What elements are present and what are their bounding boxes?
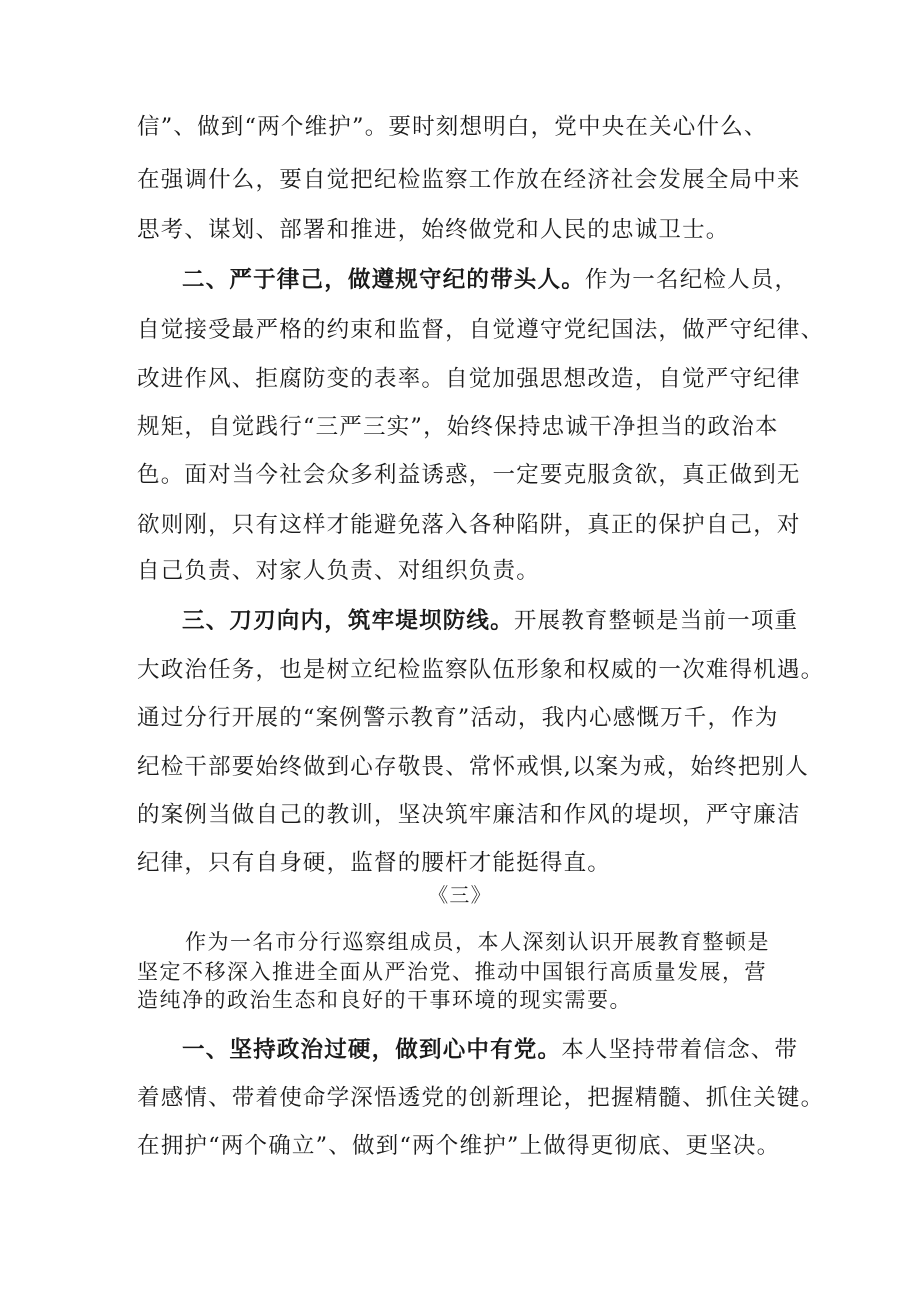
text-line: 思考、谋划、部署和推进，始终做党和人民的忠诚卫士。 xyxy=(137,217,730,243)
section-heading: 二、严于律己，做遵规守纪的带头人。 xyxy=(182,267,585,293)
section-first-line xyxy=(182,606,798,636)
text-line: 的案例当做自己的教训，坚决筑牢廉洁和作风的堤坝，严守廉洁 xyxy=(137,802,801,828)
part-heading: 《三》 xyxy=(428,883,492,907)
text-line: 规矩，自觉践行“三严三实”，始终保持忠诚干净担当的政治本 xyxy=(137,414,779,440)
text-line: 通过分行开展的“案例警示教育”活动，我内心感慨万千，作为 xyxy=(137,705,779,731)
text-line: 自觉接受最严格的约束和监督，自觉遵守党纪国法，做严守纪律、 xyxy=(137,317,825,343)
text-span: 作为一名纪检人员， xyxy=(584,267,799,293)
text-line: 在拥护“两个确立”、做到“两个维护”上做得更彻底、更坚决。 xyxy=(137,1133,781,1159)
text-line: 色。面对当今社会众多利益诱惑，一定要克服贪欲，真正做到无 xyxy=(137,462,801,488)
text-line: 改进作风、拒腐防变的表率。自觉加强思想改造，自觉严守纪律 xyxy=(137,366,801,392)
text-line: 造纯净的政治生态和良好的干事环境的现实需要。 xyxy=(137,988,632,1012)
text-span: 本人坚持带着信念、带 xyxy=(561,1037,799,1063)
section-first-line xyxy=(182,265,798,295)
text-line: 纪检干部要始终做到心存敬畏、常怀戒惧,以案为戒，始终把别人 xyxy=(137,754,809,780)
text-line: 信”、做到“两个维护”。要时刻想明白，党中央在关心什么、 xyxy=(137,114,768,140)
section-first-line xyxy=(182,1035,798,1065)
text-span: 开展教育整顿是当前一项重 xyxy=(513,608,799,634)
text-line: 欲则刚，只有这样才能避免落入各种陷阱，真正的保护自己，对 xyxy=(137,512,801,538)
text-line: 纪律，只有自身硬，监督的腰杆才能挺得直。 xyxy=(137,850,612,876)
section-heading: 三、刀刃向内，筑牢堤坝防线。 xyxy=(182,608,514,634)
section-heading: 一、坚持政治过硬，做到心中有党。 xyxy=(182,1037,562,1063)
text-line: 坚定不移深入推进全面从严治党、推动中国银行高质量发展，营 xyxy=(137,960,767,984)
text-line: 着感情、带着使命学深悟透党的创新理论，把握精髓、抓住关键。 xyxy=(137,1085,825,1111)
text-line: 自己负责、对家人负责、对组织负责。 xyxy=(137,558,540,584)
text-line: 大政治任务，也是树立纪检监察队伍形象和权威的一次难得机遇。 xyxy=(137,657,825,683)
text-line: 作为一名市分行巡察组成员，本人深刻认识开展教育整顿是 xyxy=(185,930,770,954)
text-line: 在强调什么，要自觉把纪检监察工作放在经济社会发展全局中来 xyxy=(137,167,801,193)
